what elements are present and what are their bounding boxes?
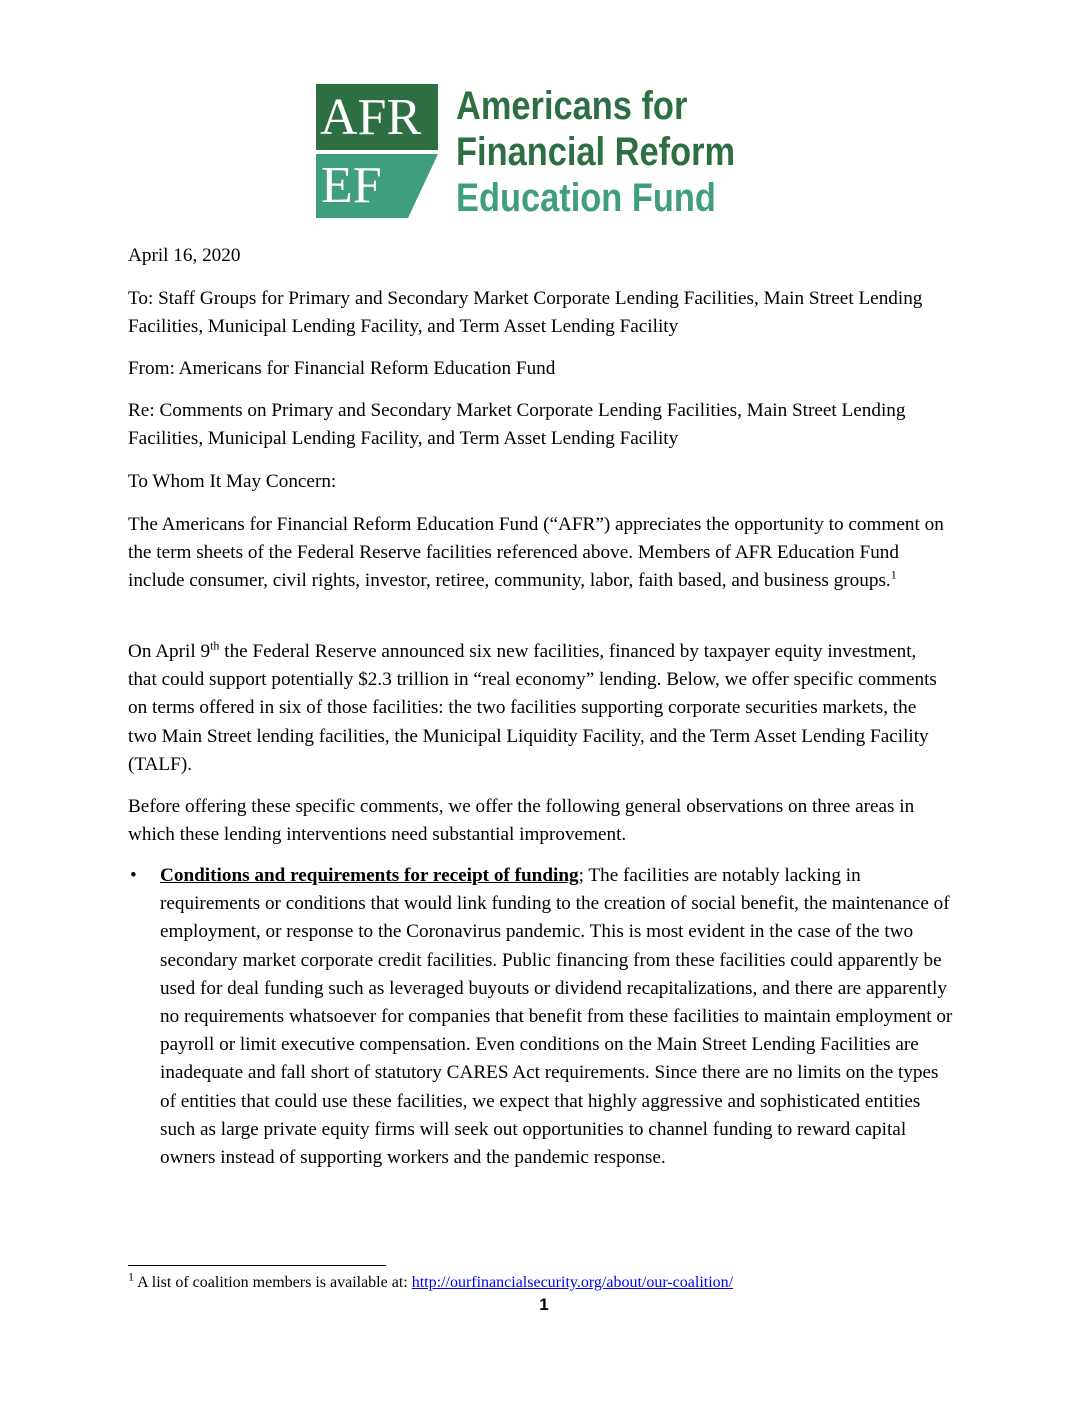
paragraph-observations: Before offering these specific comments, we offer the following general observations on three areas in which these lending interventions need substantial improvement. <box>128 796 915 846</box>
coalition-link[interactable]: http://ourfinancialsecurity.org/about/our-coalition/ <box>411 1274 734 1291</box>
afr-ef-logo <box>316 84 766 218</box>
logo-wordmark-line3: Education Fund <box>456 176 716 220</box>
footnote-text: A list of coalition members is available at: <box>134 1274 412 1291</box>
paragraph-intro <box>128 511 960 596</box>
paragraph-facilities <box>128 638 940 779</box>
bullet-text: ; The facilities are notably lacking in requirements or conditions that would link funding to the creation of social benefit, the maintenance of employment, or response to the Coronavirus pandemic. This is most evident in the case of the two secondary market corporate credit facilities. Public financing from these facilities could apparently be used for deal funding such as leveraged buyouts or dividend recapitalizations, and there are apparently no requirements whatsoever for companies that benefit from these facilities to maintain employment or payroll or limit executive compensation. Even conditions on the Main Street Lending Facilities are inadequate and fall short of statutory CARES Act requirements. Since there are no limits on the types of entities that could use these facilities, we expect that highly aggressive and sophisticated entities such as large private equity firms will seek out opportunities to channel funding to reward capital owners instead of supporting workers and the pandemic response. <box>160 865 953 1169</box>
paragraph-facilities-start: On April 9 <box>128 641 211 662</box>
letter-salutation: To Whom It May Concern: <box>128 471 337 492</box>
ordinal-suffix: th <box>210 638 220 653</box>
footnote <box>128 1269 734 1294</box>
paragraph-facilities-rest: the Federal Reserve announced six new facilities, financed by taxpayer equity investment, that could support potentially $2.3 trillion in “real economy” lending. Below, we offer specific comments on terms offered in six of those facilities: the two facilities supporting corporate securities markets, the two Main Street lending facilities, the Municipal Liquidity Facility, and the Term Asset Lending Facility (TALF). <box>128 641 937 775</box>
letter-date: April 16, 2020 <box>128 245 241 266</box>
logo-wordmark-line1: Americans for <box>456 84 688 128</box>
paragraph-intro-text: The Americans for Financial Reform Education Fund (“AFR”) appreciates the opportunity to comment on the term sheets of the Federal Reserve facilities referenced above. Members of AFR Education Fund include consumer, civil rights, investor, retiree, community, labor, faith based, and business groups. <box>128 514 944 592</box>
letter-to: To: Staff Groups for Primary and Secondary Market Corporate Lending Facilities, Main Street Lending Facilities, Municipal Lending Facility, and Term Asset Lending Facility <box>128 288 923 338</box>
bullet-body <box>160 862 956 1172</box>
logo-mark-ef-text: EF <box>321 157 382 214</box>
bullet-marker: • <box>130 865 137 886</box>
footnote-divider <box>128 1265 386 1266</box>
logo-mark-afr-text: AFR <box>320 89 422 146</box>
logo-wordmark-line2: Financial Reform <box>456 130 736 174</box>
letter-from: From: Americans for Financial Reform Education Fund <box>128 358 556 379</box>
footnote-reference[interactable]: 1 <box>890 568 897 583</box>
bullet-title: Conditions and requirements for receipt of funding <box>160 865 579 886</box>
letter-re: Re: Comments on Primary and Secondary Market Corporate Lending Facilities, Main Street Lending Facilities, Municipal Lending Facility, and Term Asset Lending Facility <box>128 400 906 450</box>
page-number: 1 <box>539 1295 549 1314</box>
footnote-number: 1 <box>128 1269 134 1284</box>
